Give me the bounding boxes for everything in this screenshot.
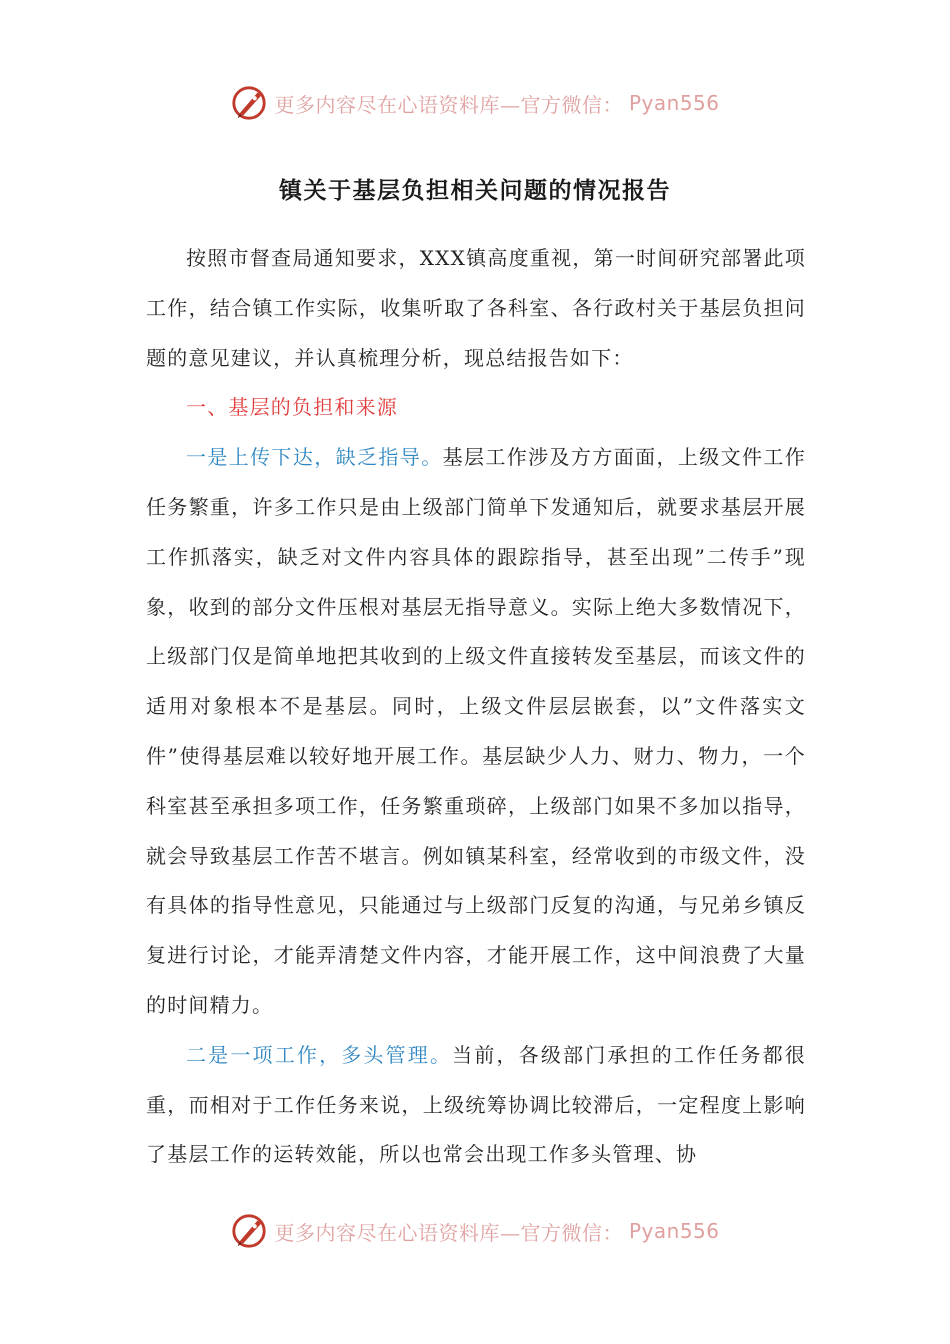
item-body-1: 基层工作涉及方方面面，上级文件工作任务繁重，许多工作只是由上级部门简单下发通知后，就要求基层开展工作抓落实，缺乏对文件内容具体的跟踪指导，甚至出现”二传手”现象，收到的部分文件压根对基层无指导意义。实际上绝大多数情况下，上级部门仅是简单地把其收到的上级文件直接转发至基层，而该文件的适用对象根本不是基层。同时，上级文件层层嵌套，以”文件落实文件”使得基层难以较好地开展工作。基层缺少人力、财力、物力，一个科室甚至承担多项工作，任务繁重琐碎，上级部门如果不多加以指导，就会导致基层工作苦不堪言。例如镇某科室，经常收到的市级文件，没有具体的指导性意见，只能通过与上级部门反复的沟通，与兄弟乡镇反复进行讨论，才能弄清楚文件内容，才能开展工作，这中间浪费了大量的时间精力。 bbox=[146, 445, 806, 1017]
watermark-wechat-id: Pyan556 bbox=[628, 1219, 720, 1243]
item-body-2: 当前，各级部门承担的工作任务都很重，而相对于工作任务来说，上级统筹协调比较滞后，一定程度上影响了基层工作的运转效能，所以也常会出现工作多头管理、协 bbox=[146, 1042, 807, 1167]
watermark-text: 更多内容尽在心语资料库—官方微信： bbox=[274, 1220, 623, 1245]
watermark-text: 更多内容尽在心语资料库—官方微信： bbox=[274, 92, 623, 117]
section-heading: 一、基层的负担和来源 bbox=[186, 395, 398, 420]
document-body bbox=[146, 234, 806, 1180]
item-paragraph-1 bbox=[146, 433, 806, 1031]
pen-logo-icon bbox=[230, 84, 268, 122]
watermark-footer bbox=[0, 1212, 950, 1250]
pen-logo-icon bbox=[230, 1212, 268, 1250]
item-lead-1: 一是上传下达，缺乏指导。 bbox=[186, 445, 443, 470]
intro-paragraph: 按照市督查局通知要求，XXX镇高度重视，第一时间研究部署此项工作，结合镇工作实际，收集听取了各科室、各行政村关于基层负担问题的意见建议，并认真梳理分析，现总结报告如下： bbox=[146, 246, 806, 370]
item-paragraph-2 bbox=[146, 1031, 806, 1180]
item-lead-2: 二是一项工作，多头管理。 bbox=[186, 1042, 453, 1067]
watermark-wechat-id: Pyan556 bbox=[628, 91, 720, 115]
document-title: 镇关于基层负担相关问题的情况报告 bbox=[279, 177, 671, 204]
watermark-header bbox=[0, 84, 950, 122]
